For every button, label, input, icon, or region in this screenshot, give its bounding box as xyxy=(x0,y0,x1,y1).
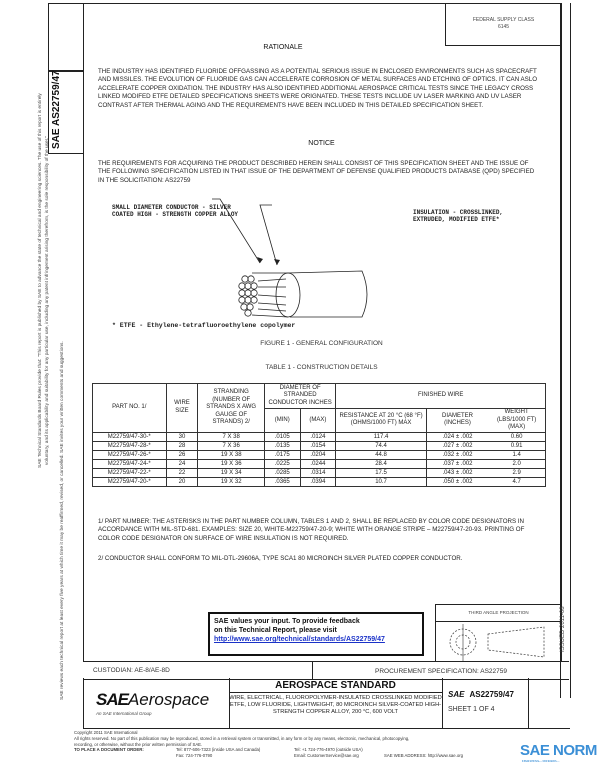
feedback-line1: SAE values your input. To provide feedback xyxy=(214,618,360,625)
web-address[interactable]: SAE WEB ADDRESS: http://www.sae.org xyxy=(384,753,464,759)
logo-subtitle: An SAE International Group xyxy=(96,711,152,716)
cell-diameter: .032 ± .002 xyxy=(426,450,488,459)
federal-supply-class-box xyxy=(445,3,561,46)
table-note-1: 1/ PART NUMBER: THE ASTERISKS IN THE PART NUMBER COLUMN, TABLES 1 AND 2, SHALL BE REPLACED BY COLOR CODE DESIGNATORS IN ACCORDANCE WITH MIL-STD-681. EXAMPLES: SIZE 20, WHITE-M22759/47-20-9; WHITE WITH ORANGE STRIPE – M22759/47-20-93. PRINTING OF COLOR CODE DESIGNATOR ON SURFACE OF WIRE INSULATION IS NOT REQUIRED. xyxy=(98,518,525,542)
col-part-no: PART NO. 1/ xyxy=(93,384,167,433)
figure-caption: FIGURE 1 - GENERAL CONFIGURATION xyxy=(260,340,383,347)
footer xyxy=(74,730,594,759)
cell-max: .0154 xyxy=(300,441,336,450)
standard-title: AEROSPACE STANDARD xyxy=(229,678,442,693)
cell-min: .0175 xyxy=(264,450,300,459)
table-row xyxy=(93,477,546,486)
construction-details-table xyxy=(92,383,546,487)
cell-resistance: 17.5 xyxy=(336,468,426,477)
table-title: TABLE 1 - CONSTRUCTION DETAILS xyxy=(265,364,378,371)
table-row xyxy=(93,468,546,477)
cell-size: 24 xyxy=(166,459,198,468)
cell-weight: 4.7 xyxy=(488,477,545,486)
cell-stranding: 19 X 34 xyxy=(198,468,265,477)
cell-part: M22759/47-20-* xyxy=(93,477,167,486)
logo-sae: SAE xyxy=(96,690,128,709)
watermark-subtext: INTERNATIONAL — STANDARDS — xyxy=(522,759,559,763)
sae-aerospace-logo xyxy=(84,678,230,728)
label-conductor-line1: SMALL DIAMETER CONDUCTOR - SILVER xyxy=(112,204,231,211)
cell-min: .0225 xyxy=(264,459,300,468)
col-finished-wire: FINISHED WIRE xyxy=(336,384,546,409)
watermark-text: SAE NORM xyxy=(520,742,597,759)
cell-stranding: 19 X 36 xyxy=(198,459,265,468)
cell-part: M22759/47-26-* xyxy=(93,450,167,459)
feedback-link[interactable]: http://www.sae.org/technical/standards/AS22759/47 xyxy=(214,636,385,643)
title-block xyxy=(83,678,570,729)
cell-resistance: 28.4 xyxy=(336,459,426,468)
cell-size: 22 xyxy=(166,468,198,477)
order-label: TO PLACE A DOCUMENT ORDER: xyxy=(74,747,144,753)
standard-description: WIRE, ELECTRICAL, FLUOROPOLYMER-INSULATED CROSSLINKED MODIFIED ETFE, LOW FLUORIDE, LIGHTWEIGHT, 80 MICROINCH SILVER-COATED HIGH-STRENGTH COPPER ALLOY, 200 °C, 600 VOLT xyxy=(229,695,442,716)
cell-diameter: .024 ± .002 xyxy=(426,432,488,441)
email[interactable]: Email: CustomerService@sae.org xyxy=(294,753,359,759)
feedback-line2: on this Technical Report, please visit xyxy=(214,627,337,634)
col-weight: WEIGHT (LBS/1000 FT) (MAX) xyxy=(488,409,545,433)
cell-max: .0394 xyxy=(300,477,336,486)
cell-max: .0314 xyxy=(300,468,336,477)
col-diameter: DIAMETER (INCHES) xyxy=(426,409,488,433)
sae-norm-watermark xyxy=(520,742,597,763)
cell-resistance: 117.4 xyxy=(336,432,426,441)
cell-max: .0124 xyxy=(300,432,336,441)
cell-weight: 2.0 xyxy=(488,459,545,468)
side-note-line3: SAE reviews each technical report at least every five years at which time it may be reaffirmed, revised, or cancelled. SAE invites your written comments and suggestions. xyxy=(60,341,65,700)
procurement-specification: PROCUREMENT SPECIFICATION: AS22759 xyxy=(375,668,507,675)
col-max: (MAX) xyxy=(300,409,336,433)
side-note-line1: SAE Technical Standards Board Rules provide that: "This report is published by SAE to advance the state of technical and engineering sciences. The use of this report is entirely xyxy=(38,93,43,468)
col-resistance: RESISTANCE AT 20 °C (68 °F) (OHMS/1000 FT) MAX xyxy=(336,409,426,433)
feedback-box xyxy=(208,612,424,656)
cell-diameter: .050 ± .002 xyxy=(426,477,488,486)
notice-title: NOTICE xyxy=(308,140,335,147)
fax: Fax: 724-776-0790 xyxy=(176,753,213,759)
rationale-title: RATIONALE xyxy=(263,44,303,51)
rights-notice-2: recording, or otherwise, without the prior written permission of SAE. xyxy=(74,741,203,747)
cell-diameter: .027 ± .002 xyxy=(426,441,488,450)
tel-usa: Tel: 877-606-7323 (inside USA and Canada) xyxy=(176,747,261,753)
rationale-body: THE INDUSTRY HAS IDENTIFIED FLUORIDE OFFGASSING AS A POTENTIAL SERIOUS ISSUE IN ENCLOSED ENVIRONMENTS SUCH AS SPACECRAFT AND MISSILES. THE EVOLUTION OF FLUORIDE GAS CAN ACCELERATE CORROSION OF METAL SURFACES AND ETCHING OF OPTICS. IT CAN ASLO ACCELERATE COPPER OXIDATION. THE INDUSTRY HAS ALSO IDENTIFIED ADDITIONAL AEROSPACE CRITICAL TESTS SINCE THE LEGACY CROSS LINKED MODIFED ETFE DETAILED SPECIFICATIONS SHEETS WERE ORIGNATED. THESE TESTS INCLUDE UV LASER MARKING AND UV LASER CONTRAST AFTER THERMAL AGING AND THE REQUIREMENTS HAVE BEEN INCLUDED IN THIS DETAILED SPECIFICATION SHEET. xyxy=(98,68,538,109)
projection-title: THIRD ANGLE PROJECTION xyxy=(436,605,561,622)
doc-number-text: AS22759/47 xyxy=(469,690,514,699)
cell-part: M22759/47-24-* xyxy=(93,459,167,468)
cell-size: 20 xyxy=(166,477,198,486)
table-note-2: 2/ CONDUCTOR SHALL CONFORM TO MIL-DTL-29606A, TYPE SCA1 80 MICROINCH SILVER PLATED COPPER CONDUCTOR. xyxy=(98,555,463,562)
cell-stranding: 7 X 38 xyxy=(198,432,265,441)
document-number-cell xyxy=(442,678,529,728)
col-wire-size: WIRE SIZE xyxy=(166,384,198,433)
cell-part: M22759/47-22-* xyxy=(93,468,167,477)
label-conductor-line2: COATED HIGH - STRENGTH COPPER ALLOY xyxy=(112,211,239,218)
cell-max: .0244 xyxy=(300,459,336,468)
tel-intl: Tel: +1 724-776-4970 (outside USA) xyxy=(294,747,363,753)
cell-diameter: .043 ± .002 xyxy=(426,468,488,477)
rights-notice: All rights reserved. No part of this publication may be reproduced, stored in a retrieval system or transmitted, in any form or by any means, electronic, mechanical, photocopying, xyxy=(74,735,410,741)
col-min: (MIN) xyxy=(264,409,300,433)
table-row xyxy=(93,450,546,459)
cell-weight: 1.4 xyxy=(488,450,545,459)
standard-title-cell xyxy=(229,678,443,728)
cell-min: .0105 xyxy=(264,432,300,441)
col-diameter-group: DIAMETER OF STRANDED CONDUCTOR INCHES xyxy=(264,384,335,409)
left-tab-code xyxy=(48,70,84,154)
cell-diameter: .037 ± .002 xyxy=(426,459,488,468)
figure-footnote: * ETFE - Ethylene-tetrafluoroethylene copolymer xyxy=(112,322,296,329)
cell-max: .0204 xyxy=(300,450,336,459)
table-row xyxy=(93,432,546,441)
label-insulation-line2: EXTRUDED, MODIFIED ETFE* xyxy=(413,216,500,223)
cell-stranding: 19 X 38 xyxy=(198,450,265,459)
fsc-label: FEDERAL SUPPLY CLASS xyxy=(472,17,535,23)
sheet-number: SHEET 1 OF 4 xyxy=(448,706,495,713)
table-row xyxy=(93,441,546,450)
third-angle-projection-box xyxy=(435,604,561,662)
col-stranding: STRANDING (NUMBER OF STRANDS X AWG GAUGE OF STRANDS) 2/ xyxy=(198,384,265,433)
wire-illustration xyxy=(110,195,510,325)
cell-part: M22759/47-30-* xyxy=(93,432,167,441)
left-tab-top xyxy=(48,3,84,72)
cell-weight: 0.60 xyxy=(488,432,545,441)
cell-part: M22759/47-28-* xyxy=(93,441,167,450)
custodian: CUSTODIAN: AE-8/AE-8D xyxy=(83,662,313,679)
table-row xyxy=(93,459,546,468)
label-insulation-line1: INSULATION - CROSSLINKED, xyxy=(413,209,504,216)
cell-weight: 0.91 xyxy=(488,441,545,450)
side-tab-code: SAE AS22759/47 xyxy=(51,70,62,149)
cell-resistance: 74.4 xyxy=(336,441,426,450)
cell-min: .0285 xyxy=(264,468,300,477)
document-number xyxy=(448,690,514,699)
cell-size: 26 xyxy=(166,450,198,459)
cell-size: 30 xyxy=(166,432,198,441)
cell-stranding: 19 X 32 xyxy=(198,477,265,486)
cell-size: 28 xyxy=(166,441,198,450)
notice-body: THE REQUIREMENTS FOR ACQUIRING THE PRODUCT DESCRIBED HEREIN SHALL CONSIST OF THIS SPECIFICATION SHEET AND THE ISSUE OF THE FOLLOWING SPECIFICATION LISTED IN THAT ISSUE OF THE DEPARTMENT OF DEFENSE QUALIFIED PRODUCTS DATABASE (QPD) SPECIFIED IN THE SOLICITATION: AS22759 xyxy=(98,160,535,184)
issued-date: ISSUED 2011-08 xyxy=(560,606,566,652)
logo-aerospace: Aerospace xyxy=(127,690,210,709)
cell-resistance: 44.8 xyxy=(336,450,426,459)
sae-mini-logo: SAE xyxy=(448,690,465,699)
copyright: Copyright 2011 SAE International xyxy=(74,730,138,735)
cell-min: .0135 xyxy=(264,441,300,450)
cell-min: .0365 xyxy=(264,477,300,486)
fsc-code: 6145 xyxy=(497,24,510,30)
cell-resistance: 10.7 xyxy=(336,477,426,486)
cell-stranding: 7 X 36 xyxy=(198,441,265,450)
logo-text xyxy=(96,690,209,710)
cell-weight: 2.9 xyxy=(488,468,545,477)
side-note-line2: voluntary, and its applicability and suitability for any particular use, including any patent infringement arising therefrom, is the sole responsibility of the user." xyxy=(45,135,50,465)
projection-symbol-icon xyxy=(436,622,561,662)
